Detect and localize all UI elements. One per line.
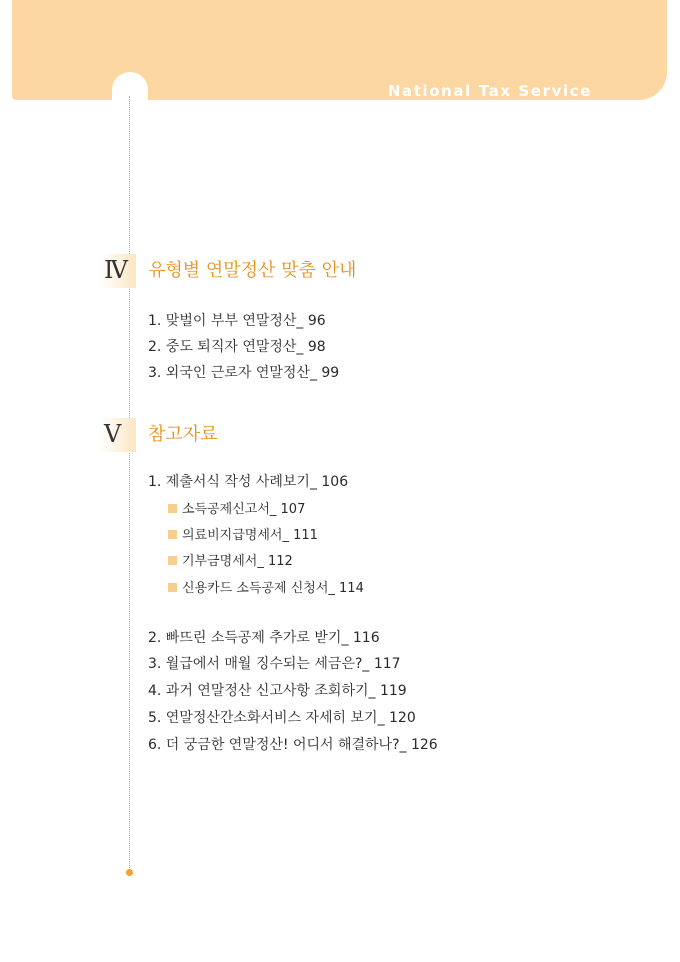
section-v-numeral: Ⅴ xyxy=(100,418,136,452)
toc-subitem[interactable] xyxy=(168,550,293,569)
toc-subitem-label: 기부금명세서_ 112 xyxy=(182,554,293,569)
toc-item[interactable]: 6. 더 궁금한 연말정산! 어디서 해결하나?_ 126 xyxy=(148,737,438,753)
toc-item[interactable]: 2. 빠뜨린 소득공제 추가로 받기_ 116 xyxy=(148,630,380,646)
bullet-square-icon xyxy=(168,583,177,592)
section-iv-numeral: Ⅳ xyxy=(100,254,136,288)
section-v-title: 참고자료 xyxy=(148,424,218,445)
toc-item[interactable]: 2. 중도 퇴직자 연말정산_ 98 xyxy=(148,339,326,355)
toc-item[interactable]: 1. 제출서식 작성 사례보기_ 106 xyxy=(148,474,349,490)
toc-item[interactable]: 1. 맞벌이 부부 연말정산_ 96 xyxy=(148,313,326,329)
toc-item[interactable]: 5. 연말정산간소화서비스 자세히 보기_ 120 xyxy=(148,710,416,726)
toc-subitem[interactable] xyxy=(168,577,364,596)
header-title: National Tax Service xyxy=(387,82,592,100)
bullet-square-icon xyxy=(168,556,177,565)
line-end-dot xyxy=(126,869,133,876)
toc-item[interactable]: 3. 외국인 근로자 연말정산_ 99 xyxy=(148,365,340,381)
toc-subitem-label: 신용카드 소득공제 신청서_ 114 xyxy=(182,581,364,596)
toc-subitem-label: 소득공제신고서_ 107 xyxy=(182,502,306,517)
bullet-square-icon xyxy=(168,504,177,513)
toc-item[interactable]: 3. 월급에서 매월 징수되는 세금은?_ 117 xyxy=(148,656,401,672)
vertical-dotted-line xyxy=(129,96,130,872)
toc-subitem[interactable] xyxy=(168,498,305,517)
section-iv-title: 유형별 연말정산 맞춤 안내 xyxy=(148,260,357,281)
toc-item[interactable]: 4. 과거 연말정산 신고사항 조회하기_ 119 xyxy=(148,683,407,699)
toc-subitem-label: 의료비지급명세서_ 111 xyxy=(182,528,318,543)
bullet-square-icon xyxy=(168,530,177,539)
toc-subitem[interactable] xyxy=(168,524,318,543)
banner-notch xyxy=(112,72,148,108)
